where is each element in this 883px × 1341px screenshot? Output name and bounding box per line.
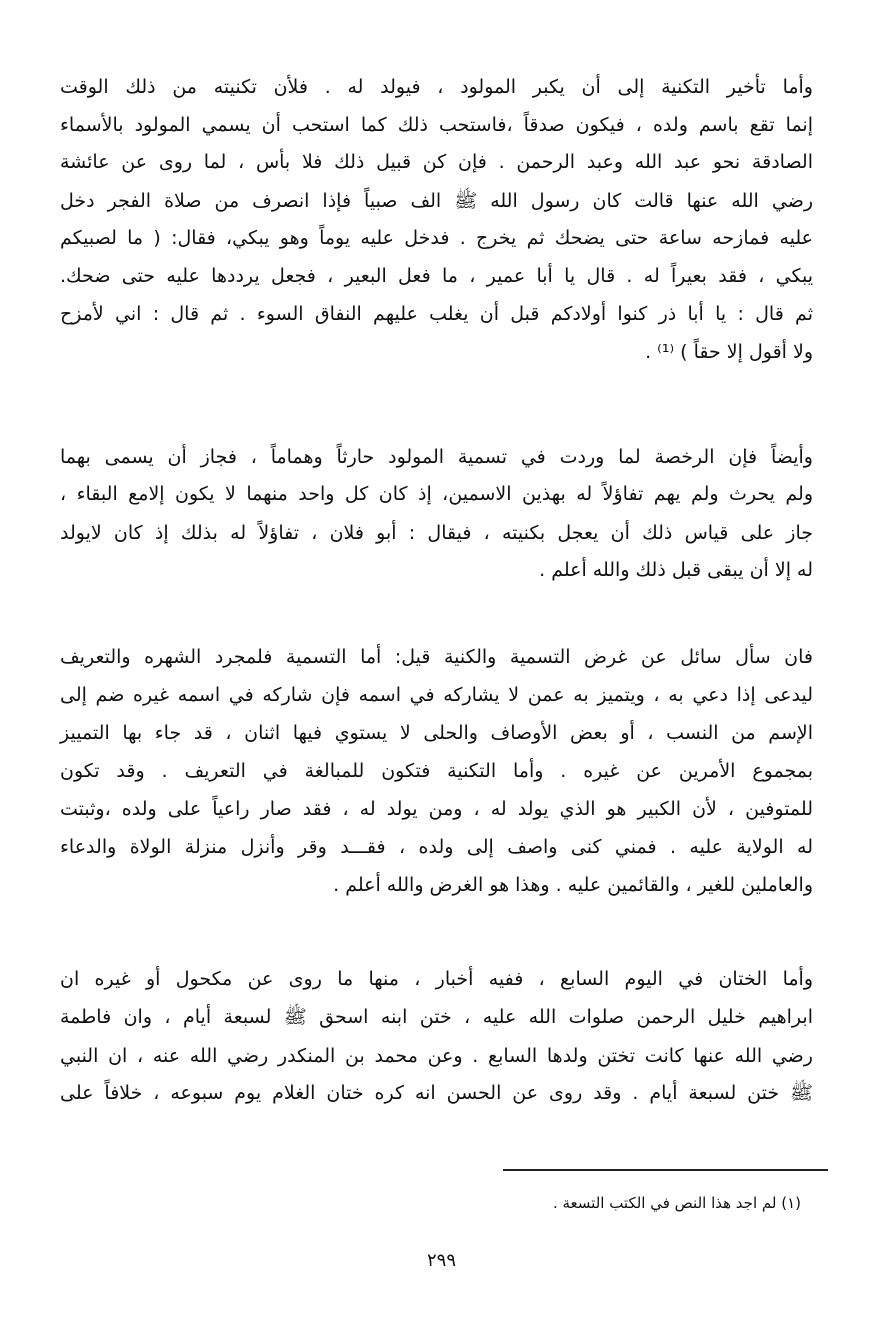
text-line: له إلا أن يبقى قبل ذلك والله أعلم . (539, 559, 813, 581)
text-line: ليدعى إذا دعي به ، ويتميز به عمن لا يشاركه في اسمه فإن شاركه في اسمه غيره ضم إلى (60, 684, 813, 706)
text-line: ابراهيم خليل الرحمن صلوات الله عليه ، ختن ابنه اسحق ﷺ لسبعة أيام ، وان فاطمة (60, 1006, 813, 1028)
text-line: عليه فمازحه ساعة حتى يضحك ثم يخرج . فدخل عليه يوماً وهو يبكي، فقال: ( ما لصبيكم (60, 227, 813, 249)
text-line: للمتوفين ، لأن الكبير هو الذي يولد له ، ومن يولد له ، فقد صار راعياً على ولده ،وثبتت (60, 798, 813, 820)
footnote: (١) لم اجد هذا النص في الكتب التسعة . (552, 1194, 801, 1212)
text-line: رضي الله عنها قالت كان رسول الله ﷺ الف صبياً فإذا انصرف من صلاة الفجر دخل (60, 190, 813, 212)
text-line: جاز على قياس ذلك أن يعجل بكنيته ، فيقال : أبو فلان ، تفاؤلاً له بذلك إذ كان لايولد (60, 522, 813, 544)
text-line: وأما الختان في اليوم السابع ، ففيه أخبار ، منها ما روى عن مكحول أو غيره ان (60, 968, 813, 990)
text-line: ولا أقول إلا حقاً ) ⁽¹⁾ . (645, 341, 813, 363)
text-line: إنما تقع باسم ولده ، فيكون صدقاً ،فاستحب ذلك كما استحب أن يسمي المولود بالأسماء (60, 114, 813, 136)
text-line: وأيضاً فإن الرخصة لما وردت في تسمية المولود حارثاً وهماماً ، فجاز أن يسمى بهما (60, 446, 813, 468)
text-line: رضي الله عنها كانت تختن ولدها السابع . وعن محمد بن المنكدر رضي الله عنه ، ان النبي (60, 1045, 813, 1067)
text-line: والعاملين للغير ، والقائمين عليه . وهذا هو الغرض والله أعلم . (333, 874, 813, 896)
footnote-divider (503, 1169, 828, 1171)
text-line: الإسم من النسب ، أو بعض الأوصاف والحلى لا يستوي فيها اثنان ، قد جاء بها التمييز (60, 722, 813, 744)
text-line: وأما تأخير التكنية إلى أن يكبر المولود ، فيولد له . فلأن تكنيته من ذلك الوقت (60, 76, 813, 98)
text-line: له الولاية عليه . فمني كنى واصف إلى ولده ، فقـــد وقر وأنزل منزلة الولاة والدعاء (60, 836, 813, 858)
text-line: بمجموع الأمرين عن غيره . وأما التكنية فتكون للمبالغة في التعريف . وقد تكون (60, 760, 813, 782)
text-line: يبكي ، فقد بعيراً له . قال يا أبا عمير ، ما فعل البعير ، فجعل يرددها عليه حتى ضحك. (60, 265, 813, 287)
page-number: ٢٩٩ (426, 1250, 456, 1271)
text-line: الصادقة نحو عبد الله وعبد الرحمن . فإن كن قبيل ذلك فلا بأس ، لما روى عن عائشة (60, 151, 813, 173)
text-line: ﷺ ختن لسبعة أيام . وقد روى عن الحسن انه كره ختان الغلام يوم سبوعه ، خلافاً على (60, 1082, 813, 1104)
text-line: فان سأل سائل عن غرض التسمية والكنية قيل: أما التسمية فلمجرد الشهره والتعريف (60, 646, 813, 668)
text-line: ولم يحرث ولم يهم تفاؤلاً له بهذين الاسمين، إذ كان كل واحد منهما لا يكون إلامع البقاء ، (60, 483, 813, 505)
text-line: ثم قال : يا أبا ذر كنوا أولادكم قبل أن يغلب عليهم النفاق السوء . ثم قال : اني لأمزح (60, 303, 813, 325)
